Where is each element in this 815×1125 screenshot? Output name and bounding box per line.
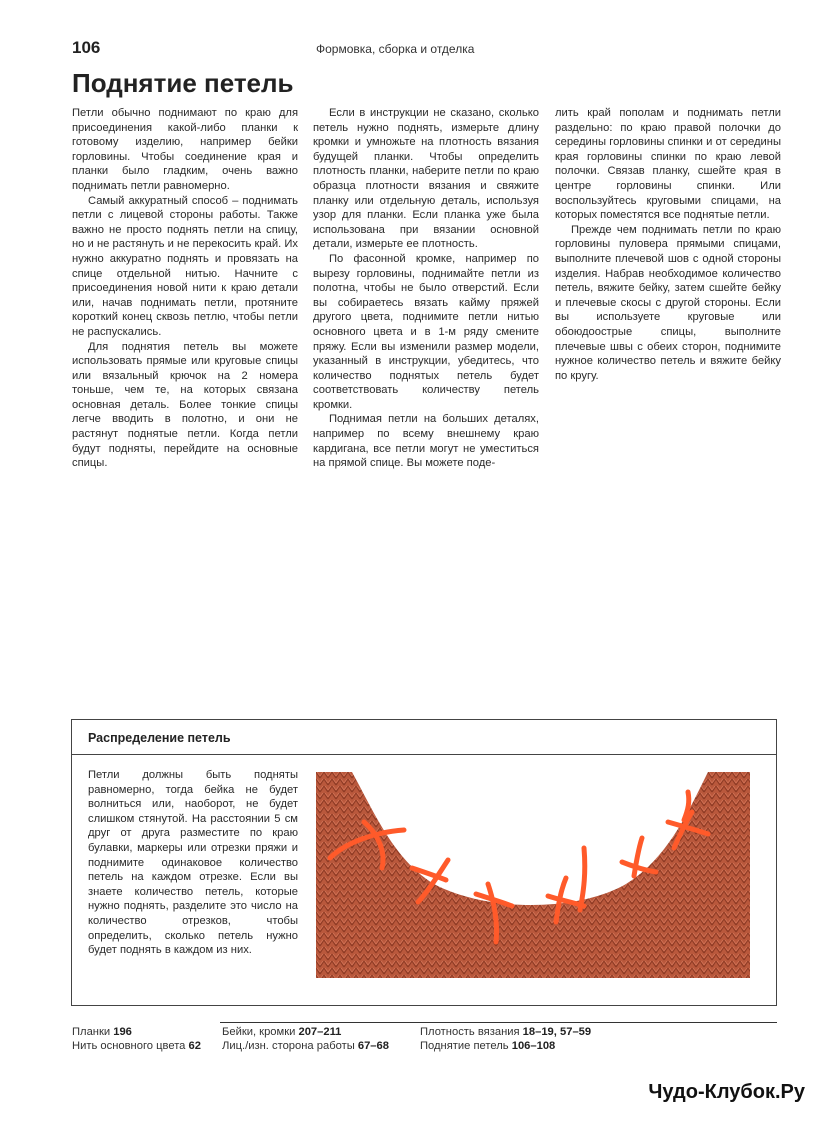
text-column-1 (72, 106, 298, 471)
paragraph: По фасонной кромке, например по вырезу горловины, поднимайте петли из полотна, чтобы не было отверстий. Если вы собираетесь вязать кайму пряжей другого цвета, поднимите петли нитью основного цвета и в 1-м ряду смените пряжу. Если вы изменили размер модели, указанный в инструкции, убедитесь, что количество поднятых петель будет соответствовать количеству петель кромки. (313, 252, 539, 411)
cross-reference-pages: 196 (113, 1026, 132, 1038)
cross-reference[interactable] (222, 1025, 389, 1039)
text-column-2 (313, 106, 539, 471)
paragraph: Если в инструкции не сказано, сколько петель нужно поднять, измерьте длину кромки и умножьте на плотность вязания будущей планки. Чтобы определить плотность планки, наберите петли по краю образца плотности вязания и свяжите планку или отдельную деталь, используя узор для планки. Если планка уже была использована при вязании основной детали, измерьте ее плотность. (313, 107, 539, 251)
tip-box (71, 719, 777, 1006)
paragraph: лить край пополам и поднимать петли раздельно: по краю правой полочки до середины горловины спинки и от середины края горловины спинки по краю левой полочки. Связав планку, сшейте края в центре горловины спинки. Или воспользуйтесь круговыми спицами, на которых поместятся все поднятые петли. (555, 107, 781, 222)
cross-reference-label: Плотность вязания (420, 1026, 520, 1038)
page-title: Поднятие петель (72, 68, 294, 98)
tip-box-header (72, 720, 776, 755)
knitting-photo (316, 772, 750, 978)
text-column-3 (555, 106, 781, 383)
cross-reference[interactable] (222, 1039, 389, 1053)
cross-reference[interactable] (420, 1025, 591, 1039)
tip-box-text: Петли должны быть подняты равномерно, тогда бейка не будет волниться или, наоборот, не будет слишком стянутой. На расстоянии 5 см друг от друга разместите по краю булавки, маркеры или отрезки пряжи и поднимите одинаковое количество петель на каждом отрезке. Если вы знаете количество петель, которые нужно поднять, разделите это число на количество отрезков, чтобы определить, сколько петель нужно будет поднять в каждом из них. (88, 769, 298, 957)
cross-reference-pages: 62 (188, 1040, 201, 1052)
cross-reference-label: Планки (72, 1026, 111, 1038)
site-watermark: Чудо-Клубок.Ру (648, 1081, 805, 1103)
cross-reference[interactable] (420, 1039, 591, 1053)
cross-reference-pages: 18–19, 57–59 (522, 1026, 592, 1038)
cross-reference-pages: 207–211 (298, 1026, 342, 1038)
knit-fabric (316, 772, 750, 978)
cross-reference-label: Поднятие петель (420, 1040, 509, 1052)
footer-rule (220, 1022, 777, 1023)
cross-reference-label: Нить основного цвета (72, 1040, 186, 1052)
cross-reference-pages: 67–68 (357, 1040, 389, 1052)
paragraph: Самый аккуратный способ – поднимать петли с лицевой стороны работы. Также важно не просто поднять петли на спицу, но и не растянуть и не перекосить край. Их нужно аккуратно поднять и провязать на спице отдельной нитью. Начните с присоединения новой нити к краю детали или, начав поднимать петли, протяните короткий конец сквозь петлю, чтобы петли не распускались. (72, 194, 298, 338)
tip-box-title: Распределение петель (88, 731, 231, 745)
page-number: 106 (72, 38, 101, 57)
cross-reference-label: Лиц./изн. сторона работы (222, 1040, 355, 1052)
running-head: Формовка, сборка и отделка (316, 42, 475, 56)
cross-reference[interactable] (72, 1025, 201, 1039)
paragraph: Для поднятия петель вы можете использовать прямые или круговые спицы или вязальный крючок на 2 номера тоньше, чем те, на которых связана основная деталь. Более тонкие спицы легче вводить в полотно, и они не растянут поднятые петли. Когда петли будут подняты, перейдите на основные спицы. (72, 340, 298, 470)
cross-reference[interactable] (72, 1039, 201, 1053)
cross-reference-group (72, 1025, 201, 1053)
paragraph: Петли обычно поднимают по краю для присоединения какой-либо планки к готовому изделию, например бейки горловины. Чтобы соединение края и планки было гладким, очень важно поднимать петли равномерно. (72, 107, 298, 192)
paragraph: Поднимая петли на больших деталях, например по всему внешнему краю кардигана, все петли могут не уместиться на прямой спице. Вы можете поде- (313, 413, 539, 470)
cross-reference-pages: 106–108 (511, 1040, 556, 1052)
cross-reference-group (222, 1025, 389, 1053)
cross-reference-group (420, 1025, 591, 1053)
paragraph: Прежде чем поднимать петли по краю горловины пуловера прямыми спицами, выполните плечевой шов с одной стороны изделия. Набрав необходимое количество петель, вяжите бейку, затем сшейте бейку и плечевые скосы с другой стороны. Если вы используете круговые или обоюдоострые спицы, выполните плечевые швы с обеих сторон, поднимите нужное количество петель и вяжите бейку по кругу. (555, 223, 781, 382)
cross-reference-label: Бейки, кромки (222, 1026, 296, 1038)
